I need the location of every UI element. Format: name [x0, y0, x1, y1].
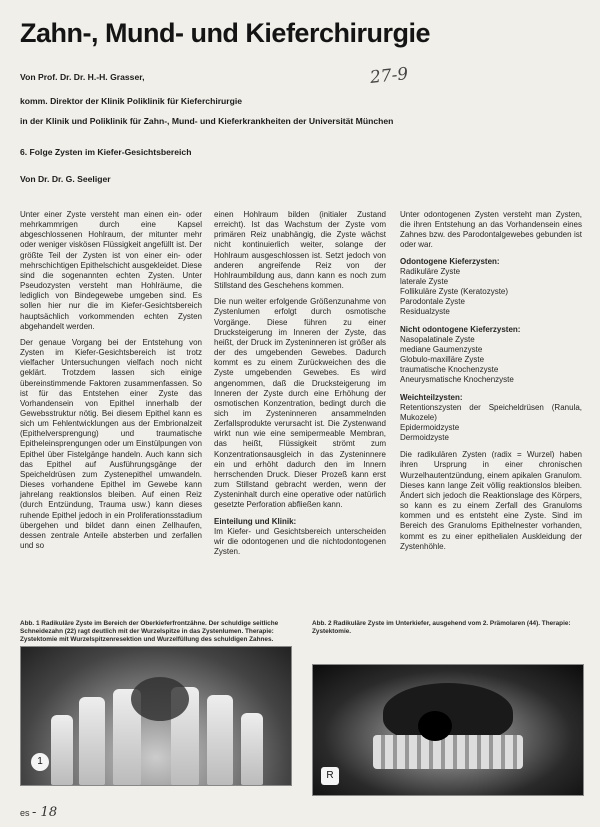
list-heading: Odontogene Kieferzysten:	[400, 256, 500, 266]
list-heading: Nicht odontogene Kieferzysten:	[400, 324, 521, 334]
list-item: mediane Gaumenzyste	[400, 344, 483, 354]
figure-1-marker: 1	[31, 753, 49, 771]
list-heading: Weichteilzysten:	[400, 392, 463, 402]
list-item: Aneurysmatische Knochenzyste	[400, 375, 514, 385]
author-institution: in der Klinik und Poliklinik für Zahn-, Mund- und Kieferkrankheiten der Universität München	[20, 116, 394, 126]
author-line: Von Prof. Dr. Dr. H.-H. Grasser,	[20, 72, 145, 82]
page-title: Zahn-, Mund- und Kieferchirurgie	[20, 18, 430, 48]
text-column-3	[400, 210, 582, 558]
series-heading: 6. Folge Zysten im Kiefer-Gesichtsbereich	[20, 147, 192, 157]
figure-2-xray-image	[312, 664, 584, 796]
paragraph: einen Hohlraum bilden (initialer Zustand erreicht). Ist das Wachstum der Zyste vom primären Reiz unabhängig, die Zyste wächst nicht kontinuierlich weiter, solange der Hohlraum ausgeschlossen ist. Setzt jedoch von anderen angreifende Reiz von der Hohlraumbildung aus, dann kann es noch zum Stillstand des Geschehens kommen.	[214, 210, 386, 291]
section-heading: Einteilung und Klinik:	[214, 516, 297, 526]
list-item: Epidermoidzyste	[400, 422, 460, 432]
paragraph: Die radikulären Zysten (radix = Wurzel) haben ihren Ursprung in einer chronischen Wurzelhautentzündung, einem apikalen Granulom. Dieses kann lange Zeit völlig reaktionslos bleiben. Ändert sich jedoch die Reaktionslage des Körpers, so kann es zu einem Zerfall des Granuloms kommen und es entsteht eine Zyste. Sind im Bereich des Granuloms Epithelnester vorhanden, kommt es zu einer epithelialen Auskleidung der Zystenhöhle.	[400, 450, 582, 551]
list-odontogenic	[400, 267, 582, 318]
list-item: Follikuläre Zyste (Keratozyste)	[400, 287, 509, 297]
list-non-odontogenic	[400, 335, 582, 386]
page-prefix: es	[20, 808, 30, 818]
list-item: laterale Zyste	[400, 276, 449, 286]
list-item: Retentionszysten der Speicheldrüsen (Ranula, Mukozele)	[400, 402, 582, 422]
list-item: Nasopalatinale Zyste	[400, 334, 475, 344]
handwritten-note: 27-9	[369, 64, 410, 88]
text-column-1	[20, 210, 202, 557]
list-item: traumatische Knochenzyste	[400, 365, 499, 375]
paragraph: Im Kiefer- und Gesichtsbereich unterscheiden wir die odontogenen und die nichtodontogenen Zysten.	[214, 526, 386, 556]
paragraph: Unter odontogenen Zysten versteht man Zysten, die ihren Entstehung an das Vorhandensein eines Zahnes bzw. des Parodontalgewebes gebunden ist oder war.	[400, 210, 582, 250]
paragraph: Unter einer Zyste versteht man einen ein- oder mehrkammrigen durch eine Kapsel abgeschlossenen Hohlraum, der mitunter mehr oder weniger viskösen Flüssigkeit angefüllt ist. Der größte Teil der Zysten ist von einer ein- oder mehrschichtigen Epithelschicht ausgekleidet. Diese sind die sogenannten echten Zysten. Unter Pseudozysten versteht man Hohlräume, die lediglich von Bindegewebe umgeben sind. Es sollen hier nur die im Kiefer-Gesichtsbereich hauptsächlich vorkommenden echten Zysten abgehandelt werden.	[20, 210, 202, 331]
figure-2-marker: R	[321, 767, 339, 785]
list-item: Residualzyste	[400, 307, 450, 317]
list-item: Globulo-maxilläre Zyste	[400, 355, 485, 365]
list-item: Radikuläre Zyste	[400, 266, 461, 276]
figure-2-caption: Abb. 2 Radikuläre Zyste im Unterkiefer, ausgehend vom 2. Prämolaren (44). Therapie: Zystektomie.	[312, 620, 571, 635]
author-affiliation: komm. Direktor der Klinik Poliklinik für Kieferchirurgie	[20, 96, 243, 106]
paragraph: Der genaue Vorgang bei der Entstehung von Zysten im Kiefer-Gesichtsbereich ist trotz vielfacher Untersuchungen vielfach noch nicht geklärt. Trotzdem lassen sich einige übereinstimmende Faktoren zusammenfassen. So ist für das Entstehen einer Zyste das Vorhandensein von Epithel innerhalb der Gewebsstruktur nötig. Bei diesem Epithel kann es sich um Fehlentwicklungen aus der Embrionalzeit (Epithelversprengung) und traumatische Epitheleinsprengungen oder um Einstülpungen von Epithel über Fistelgänge handeln. Auch kann sich das Epithel auf Ausführungsgänge der Speicheldrüsen zum Zystenepithel umwandeln. Dieses vorhandene Epithel im Gewebe kann jahrelang reaktionslos bleiben. Auf einen Reiz (durch Entzündung, Trauma usw.) kann dieses ruhende Epithel jedoch in ein Proliferationsstadium übergehen und bildet dann einen Zellhaufen, dessen zentrale Anteile absterben und zerfallen und so	[20, 337, 202, 550]
page-number-handwritten: - 18	[32, 805, 58, 820]
text-column-2	[214, 210, 386, 563]
figure-1-xray-image	[20, 646, 292, 786]
list-soft-tissue	[400, 403, 582, 444]
paragraph: Die nun weiter erfolgende Größenzunahme von Zystenlumen erfolgt durch osmotische Vorgänge. Diese führen zu einer Drucksteigerung im Inneren der Zyste, das heißt, der Druck im Zysteninneren ist größer als der des umgebenden Gewebes. Dadurch kommt es zu einem Zurückweichen des die Zyste umgebenden Gewebes. Es wird angenommen, daß die Drucksteigerung im Inneren der Zyste durch eine Erhöhung der osmotischen Konzentration, bedingt durch die sich im Zysteninneren ansammelnden Zerfallsprodukte verursacht ist. Die Zystenwand wirkt nun wie eine semipermeable Membran, das heißt, Flüssigkeit strömt zum Konzentrationsausgleich in das Zysteninnere ein und erhöht dadurch den im Innern herrschenden Druck. Dieser Prozeß kann erst zum Stillstand gebracht werden, wenn der Zysteninhalt durch eine operative oder natürlich gesetzte Perforation abfließen kann.	[214, 297, 386, 510]
list-item: Dermoidzyste	[400, 433, 449, 443]
coauthor-line: Von Dr. Dr. G. Seeliger	[20, 174, 111, 184]
list-item: Parodontale Zyste	[400, 297, 465, 307]
page-number	[20, 805, 57, 820]
figure-1-caption: Abb. 1 Radikuläre Zyste im Bereich der Oberkieferfrontzähne. Der schuldige seitliche Schneidezahn (22) ragt deutlich mit der Wurzelspitze in das Zystenlumen. Therapie: Zystektomie mit Wurzelspitzenresektion und Wurzelfüllung des schuldigen Zahnes.	[20, 620, 279, 643]
